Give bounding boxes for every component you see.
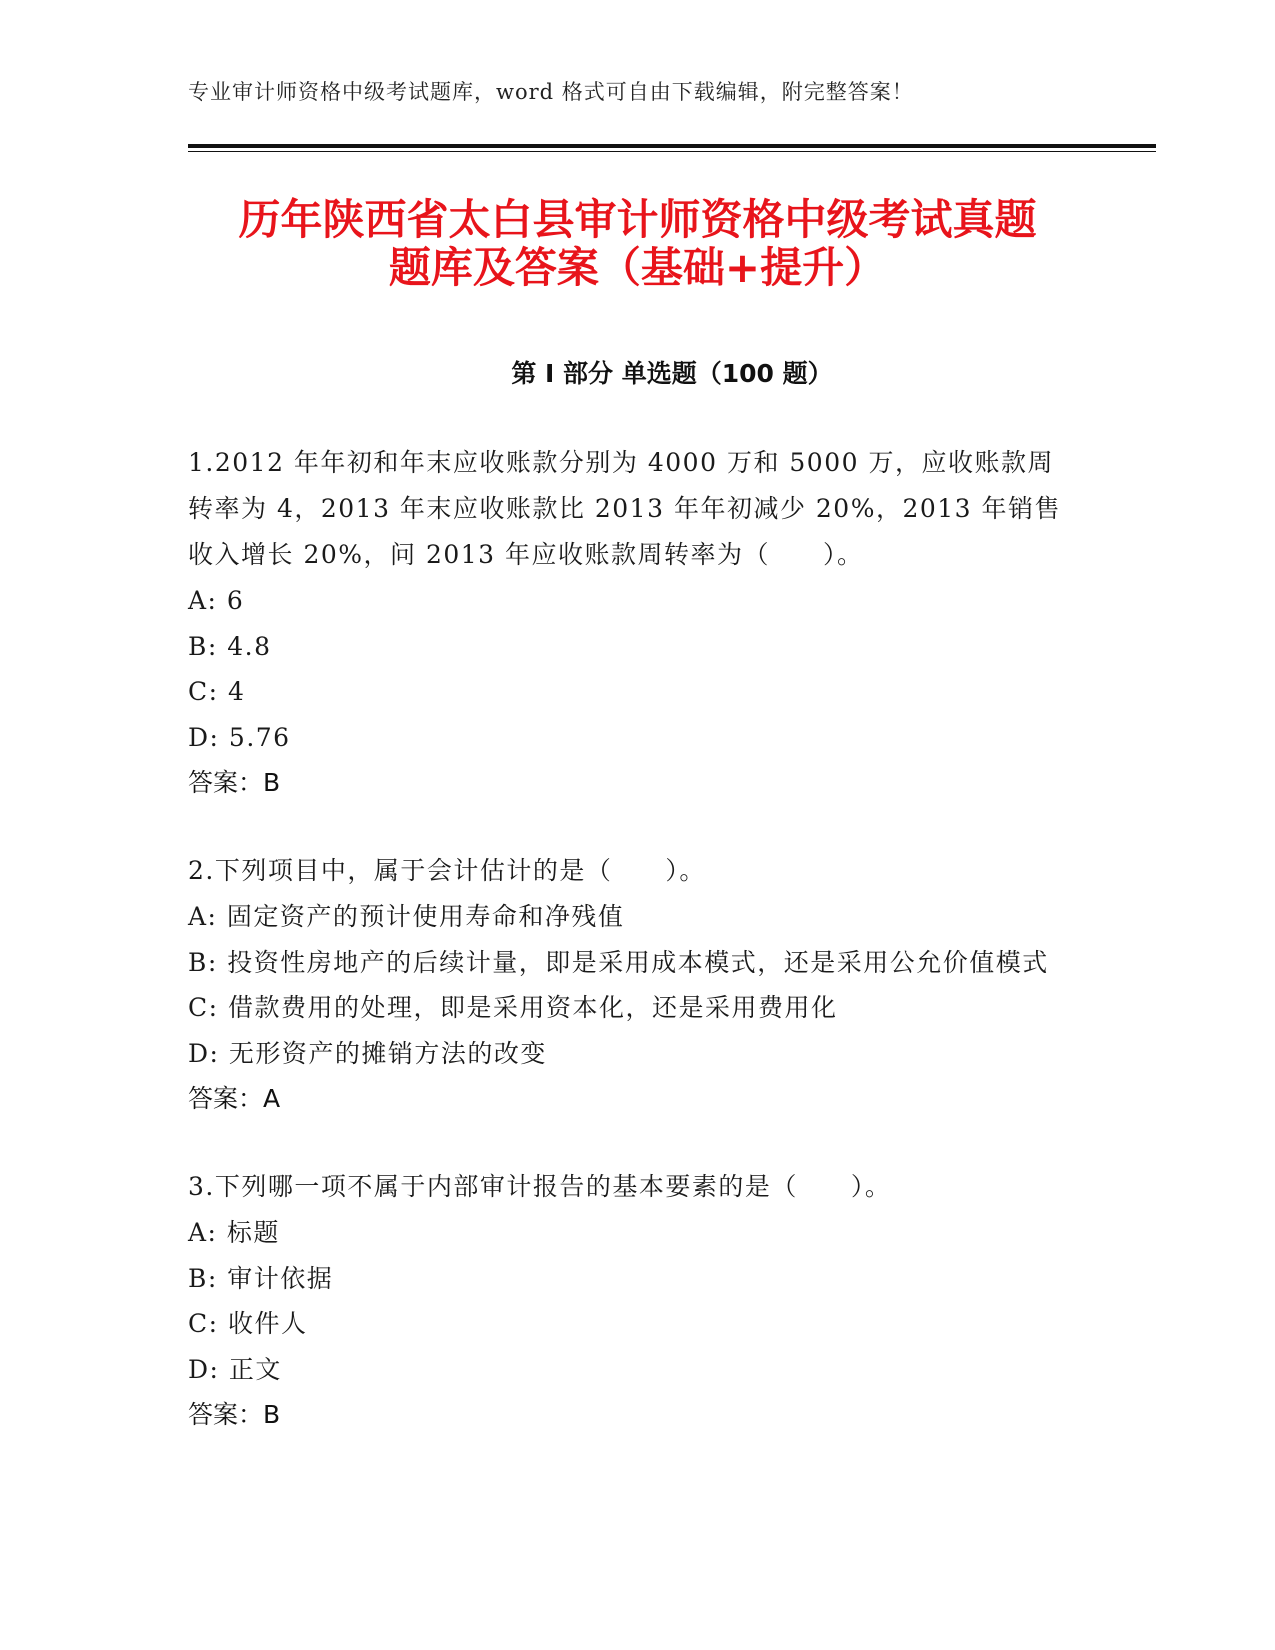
option-b: B: 审计依据 bbox=[188, 1263, 334, 1293]
page-header: 专业审计师资格中级考试题库，word 格式可自由下载编辑，附完整答案！ bbox=[188, 80, 914, 104]
question-stem: 3.下列哪一项不属于内部审计报告的基本要素的是（ ）。 bbox=[188, 1172, 892, 1201]
document-title bbox=[160, 196, 1115, 292]
question-2 bbox=[188, 848, 1068, 1122]
option-a: A: 固定资产的预计使用寿命和净残值 bbox=[188, 902, 625, 931]
option-d: D: 5.76 bbox=[188, 722, 291, 752]
document-title-line-2: 题库及答案（基础+提升） bbox=[388, 243, 887, 292]
question-stem: 2.下列项目中，属于会计估计的是（ ）。 bbox=[188, 856, 706, 885]
header-rule-thin bbox=[188, 151, 1156, 152]
document-title-line-1: 历年陕西省太白县审计师资格中级考试真题 bbox=[238, 195, 1037, 244]
question-list bbox=[188, 440, 1068, 1480]
option-c: C: 收件人 bbox=[188, 1309, 308, 1338]
question-stem: 1.2012 年年初和年末应收账款分别为 4000 万和 5000 万，应收账款周转率为 4，2013 年末应收账款比 2013 年年初减少 20%，2013 年销售收入增长 20%，问 2013 年应收账款周转率为（ ）。 bbox=[188, 448, 1062, 569]
option-b: B: 4.8 bbox=[188, 631, 272, 661]
question-3 bbox=[188, 1164, 1068, 1438]
option-c: C: 借款费用的处理，即是采用资本化，还是采用费用化 bbox=[188, 993, 838, 1022]
answer: 答案：B bbox=[188, 1400, 281, 1429]
option-a: A: 标题 bbox=[188, 1218, 280, 1247]
question-1 bbox=[188, 440, 1068, 806]
option-b: B: 投资性房地产的后续计量，即是采用成本模式，还是采用公允价值模式 bbox=[188, 947, 1049, 977]
section-title: 第 I 部分 单选题（100 题） bbox=[511, 359, 833, 388]
answer: 答案：B bbox=[188, 768, 281, 797]
header-rule-thick bbox=[188, 144, 1156, 148]
answer: 答案：A bbox=[188, 1084, 281, 1113]
option-c: C: 4 bbox=[188, 677, 246, 706]
option-d: D: 无形资产的摊销方法的改变 bbox=[188, 1038, 547, 1068]
option-d: D: 正文 bbox=[188, 1354, 282, 1384]
option-a: A: 6 bbox=[188, 586, 245, 615]
